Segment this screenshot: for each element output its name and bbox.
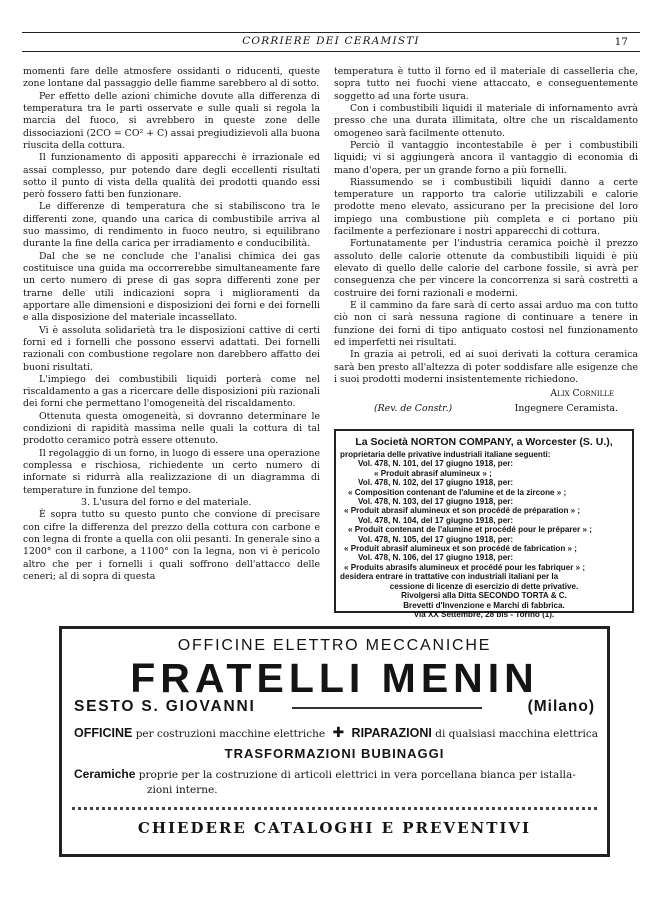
norton-line: « Produit abrasif alumineux et son procédé de préparation » ;	[344, 506, 581, 516]
running-title: CORRIERE DEI CERAMISTI	[242, 35, 420, 47]
article-paragraph: In grazia ai petroli, ed ai suoi derivati la cottura ceramica sarà ben presto all'altezza di poter soddisfare alle esigenze che i suoi prodotti moderni insistentemente richiedono.	[334, 349, 638, 385]
norton-line: Vol. 478, N. 101, del 17 giugno 1918, per:	[358, 459, 514, 469]
article-paragraph: L'impiego dei combustibili liquidi porterà come nel riscaldamento a gas a ricercare delle disposizioni più razionali dei forni che permettano l'omogeneità del riscaldamento.	[23, 373, 320, 410]
norton-line: Vol. 478, N. 102, del 17 giugno 1918, per:	[358, 478, 514, 488]
menin-riparazioni-label: RIPARAZIONI	[351, 726, 432, 740]
menin-ceramiche-label: Ceramiche	[74, 767, 136, 781]
article-paragraph: È sopra tutto su questo punto che convione di precisare con cifre la differenza del prezzo della cottura con carbone e con legna di fronte a quella con olii pesanti. In generale sino a 1200° con il carbone, a 1100° con la legna, non vi è pericolo altro che per i fornelli i quali soffrono dell'attacco delle ceneri; al di sopra di questa	[23, 509, 320, 582]
norton-line: Vol. 478, N. 106, del 17 giugno 1918, per:	[358, 553, 514, 563]
article-paragraph: Per effetto delle azioni chimiche dovute alla differenza di temperatura tra le parti osservate e sulle quali si regola la marcia del fuoco, si avrebbero in queste zone delle dissociazioni (2CO = CO² + C) assai pregiudizievoli alla buona riuscita della cottura.	[23, 90, 320, 151]
menin-riparazioni-text: di qualsiasi macchina elettrica	[435, 728, 599, 740]
article-paragraph: Con i combustibili liquidi il materiale di infornamento avrà presso che una durata illimitata, oltre che un riscaldamento omogeneo sarà facilmente ottenuto.	[334, 102, 638, 139]
norton-line: Vol. 478, N. 104, del 17 giugno 1918, per:	[358, 515, 514, 525]
norton-title: La Società NORTON COMPANY, a Worcester (S. U.),	[355, 436, 613, 448]
article-paragraph: momenti fare delle atmosfere ossidanti o riducenti, queste zone lontane dal passaggio delle fiamme sarebbero al di sotto.	[23, 66, 320, 90]
cross-ornament-icon: ✚	[332, 725, 345, 741]
signature-source: (Rev. de Constr.)	[374, 403, 453, 415]
menin-ceramiche-text-cont: zioni interne.	[147, 784, 218, 796]
menin-city: (Milano)	[527, 698, 595, 715]
signature-role: Ingegnere Ceramista.	[514, 403, 618, 415]
menin-trasformazioni: TRASFORMAZIONI BUBINAGGI	[224, 746, 445, 761]
article-paragraph: Il regolaggio di un forno, in luogo di essere una operazione complessa e rischiosa, richiedente un certo numero di infornate si ridurrà alla realizzazione di un diagramma di temperature in funzione del tempo.	[23, 447, 321, 496]
article-paragraph: Perciò il vantaggio incontestabile è per i combustibili liquidi; vi si aggiungerà ancora il vantaggio di economia di mano d'opera, per un grande forno a più fornelli.	[334, 139, 638, 176]
header-bottom-rule	[22, 51, 640, 52]
article-paragraph: temperatura è tutto il forno ed il materiale di casselleria che, sopra tutto nei fuochi viene attaccato, e conseguentemente soggetto ad una forte usura.	[334, 66, 638, 102]
article-paragraph: Dal che se ne conclude che l'analisi chimica dei gas costituisce una guida ma occorrerebbe simultaneamente fare un certo numero di prese di gas sopra differenti zone per trarne delle utili indicazioni sopra i miglioramenti da apportare alle dimensioni e disposizioni dei forni e dei fornelli e alla disposizione del materiale incassellato.	[23, 250, 320, 324]
menin-place: SESTO S. GIOVANNI	[74, 698, 256, 715]
norton-line: proprietaria delle privative industriali italiane seguenti:	[340, 450, 551, 459]
norton-line: « Produit abrasif alumineux et son procédé de fabrication » ;	[344, 544, 577, 554]
menin-dotted-divider	[72, 807, 597, 810]
norton-line: Brevetti d'Invenzione e Marchi di fabbrica.	[403, 600, 565, 610]
signature-role-row	[334, 403, 638, 416]
menin-officine-heading: OFFICINE ELETTRO MECCANICHE	[177, 637, 492, 654]
menin-ceramiche-row	[74, 767, 597, 798]
norton-line: « Produit contenant de l'alumine et procédé pour le préparer » ;	[348, 525, 592, 535]
article-paragraph: E il cammino da fare sarà di certo assai arduo ma con tutto ciò non ci sarà nessuna ragione di continuare a tenere in funzione dei forni di tipo antiquato costosi nel funzionamento ed imperfetti nei risultati.	[334, 299, 638, 348]
norton-line: Via XX Settembre, 28 bis - Torino (1).	[413, 609, 555, 619]
article-left-column	[23, 66, 320, 583]
article-right-column	[334, 66, 638, 416]
norton-line: Vol. 478, N. 105, del 17 giugno 1918, per:	[358, 534, 514, 544]
section-heading: 3. L'usura del forno e del materiale.	[81, 496, 252, 508]
norton-company-advertisement	[334, 429, 634, 619]
norton-line: « Produits abrasifs alumineux et procédé pour les fabriquer » ;	[344, 562, 586, 572]
fratelli-menin-advertisement	[59, 626, 610, 857]
header-top-rule	[22, 32, 640, 33]
norton-line: « Composition contenant de l'alumine et de la zircone » ;	[348, 487, 567, 497]
article-paragraph: Riassumendo se i combustibili liquidi danno a certe temperature un rapporto tra calorie utilizzabili e calorie prodotte meno elevato, assicurano per la precisione del loro impiego una combustione più completa e ci portano più facilmente a perfezionare i nostri apparecchi di cottura.	[334, 176, 638, 238]
norton-line: Rivolgersi alla Ditta SECONDO TORTA & C.	[401, 591, 567, 601]
menin-services-row	[74, 725, 599, 741]
signature-author-row	[334, 388, 638, 401]
norton-line: « Produit abrasif alumineux » ;	[374, 468, 492, 478]
article-paragraph: Il funzionamento di appositi apparecchi è irrazionale ed assai complesso, pur potendo dare degli eccellenti risultati sotto il punto di vista della qualità dei prodotti quando essi però fossero fatti ben funzionare.	[23, 152, 320, 201]
signature-author: Alix Cornille	[550, 388, 614, 400]
menin-ceramiche-text: proprie per la costruzione di articoli elettrici in vera porcellana bianca per istalla-	[138, 769, 576, 781]
page-number: 17	[614, 36, 628, 48]
menin-call-to-action: CHIEDERE CATALOGHI E PREVENTIVI	[137, 819, 532, 837]
article-paragraph: Ottenuta questa omogeneità, si dovranno determinare le condizioni di rapidità massima nelle quali la cottura di tal prodotto ceramico potrà essere ottenuto.	[23, 410, 320, 447]
menin-divider	[292, 707, 482, 709]
norton-line: Vol. 478, N. 103, del 17 giugno 1918, per:	[358, 497, 514, 507]
article-paragraph: Vi è assoluta solidarietà tra le disposizioni cattive di certi forni ed i fornelli che possono esservi adattati. Dei fornelli razionali con combustione regolare non darebbero affatto dei buoni risultati.	[23, 324, 320, 373]
menin-officine-label: OFFICINE	[74, 726, 133, 740]
article-paragraph: Fortunatamente per l'industria ceramica poichè il prezzo assoluto delle calorie ottenute da combustibili liquidi è più elevato di quello delle calorie del carbone fossile, si avrà per conseguenza che per vincere la concorrenza si sarà costretti a costruire dei forni razionali e moderni.	[334, 238, 638, 299]
menin-company-name: FRATELLI MENIN	[130, 655, 539, 701]
norton-line: cessione di licenze di esercizio di dette privative.	[389, 581, 579, 591]
article-paragraph: Le differenze di temperatura che si stabiliscono tra le differenti zone, quando una carica di combustibile arriva al suo massimo, di rendimento in fuoco neutro, si equilibrano durante la fine della carica per irradiamento e conducibilità.	[23, 201, 320, 250]
menin-officine-text: per costruzioni macchine elettriche	[135, 728, 326, 740]
norton-line: desidera entrare in trattative con industriali italiani per la	[340, 572, 559, 582]
